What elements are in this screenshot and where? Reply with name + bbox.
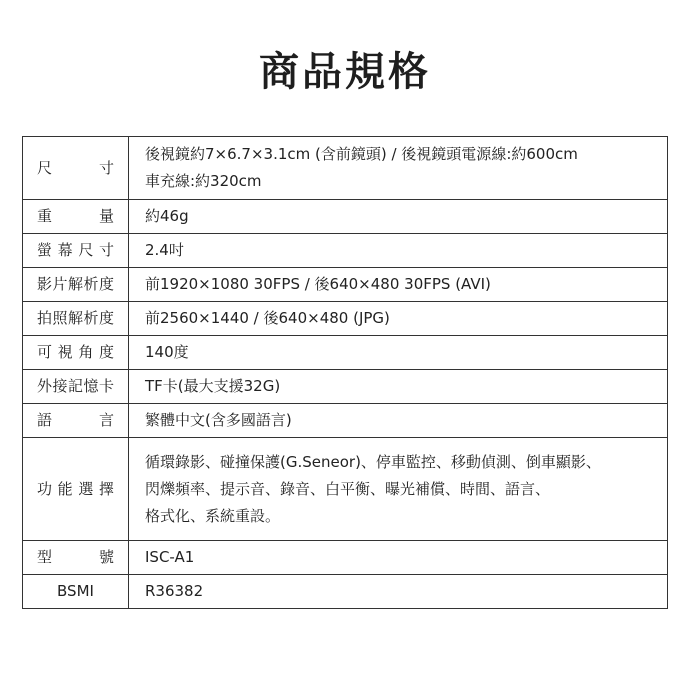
spec-table: [22, 136, 668, 609]
spec-row-view-angle: [23, 336, 668, 370]
spec-label-video-resolution: 影片解析度: [23, 268, 129, 302]
spec-value-model: ISC-A1: [129, 541, 668, 575]
spec-label-photo-resolution: 拍照解析度: [23, 302, 129, 336]
spec-value-screen-size: 2.4吋: [129, 234, 668, 268]
spec-row-weight: [23, 200, 668, 234]
spec-value-view-angle: 140度: [129, 336, 668, 370]
spec-label-size: 尺 寸: [23, 137, 129, 200]
spec-value-video-resolution: 前1920×1080 30FPS / 後640×480 30FPS (AVI): [129, 268, 668, 302]
spec-row-size: [23, 137, 668, 200]
spec-value-language: 繁體中文(含多國語言): [129, 404, 668, 438]
page-title: 商品規格: [259, 49, 431, 95]
spec-value-functions: 循環錄影、碰撞保護(G.Seneor)、停車監控、移動偵測、倒車顯影、 閃爍頻率、提示音、錄音、白平衡、曝光補償、時間、語言、 格式化、系統重設。: [129, 438, 668, 541]
spec-row-bsmi: [23, 575, 668, 609]
spec-label-screen-size: 螢幕尺寸: [23, 234, 129, 268]
spec-label-view-angle: 可視角度: [23, 336, 129, 370]
spec-value-weight: 約46g: [129, 200, 668, 234]
spec-value-memory-card: TF卡(最大支援32G): [129, 370, 668, 404]
spec-label-model: 型 號: [23, 541, 129, 575]
spec-row-screen-size: [23, 234, 668, 268]
spec-value-bsmi: R36382: [129, 575, 668, 609]
spec-row-functions: [23, 438, 668, 541]
spec-label-language: 語 言: [23, 404, 129, 438]
spec-row-video-resolution: [23, 268, 668, 302]
spec-label-bsmi: BSMI: [23, 575, 129, 609]
spec-label-memory-card: 外接記憶卡: [23, 370, 129, 404]
spec-label-weight: 重 量: [23, 200, 129, 234]
spec-value-size: 後視鏡約7×6.7×3.1cm (含前鏡頭) / 後視鏡頭電源線:約600cm 車充線:約320cm: [129, 137, 668, 200]
spec-row-language: [23, 404, 668, 438]
spec-row-memory-card: [23, 370, 668, 404]
spec-label-functions: 功能選擇: [23, 438, 129, 541]
spec-value-photo-resolution: 前2560×1440 / 後640×480 (JPG): [129, 302, 668, 336]
spec-row-photo-resolution: [23, 302, 668, 336]
spec-row-model: [23, 541, 668, 575]
